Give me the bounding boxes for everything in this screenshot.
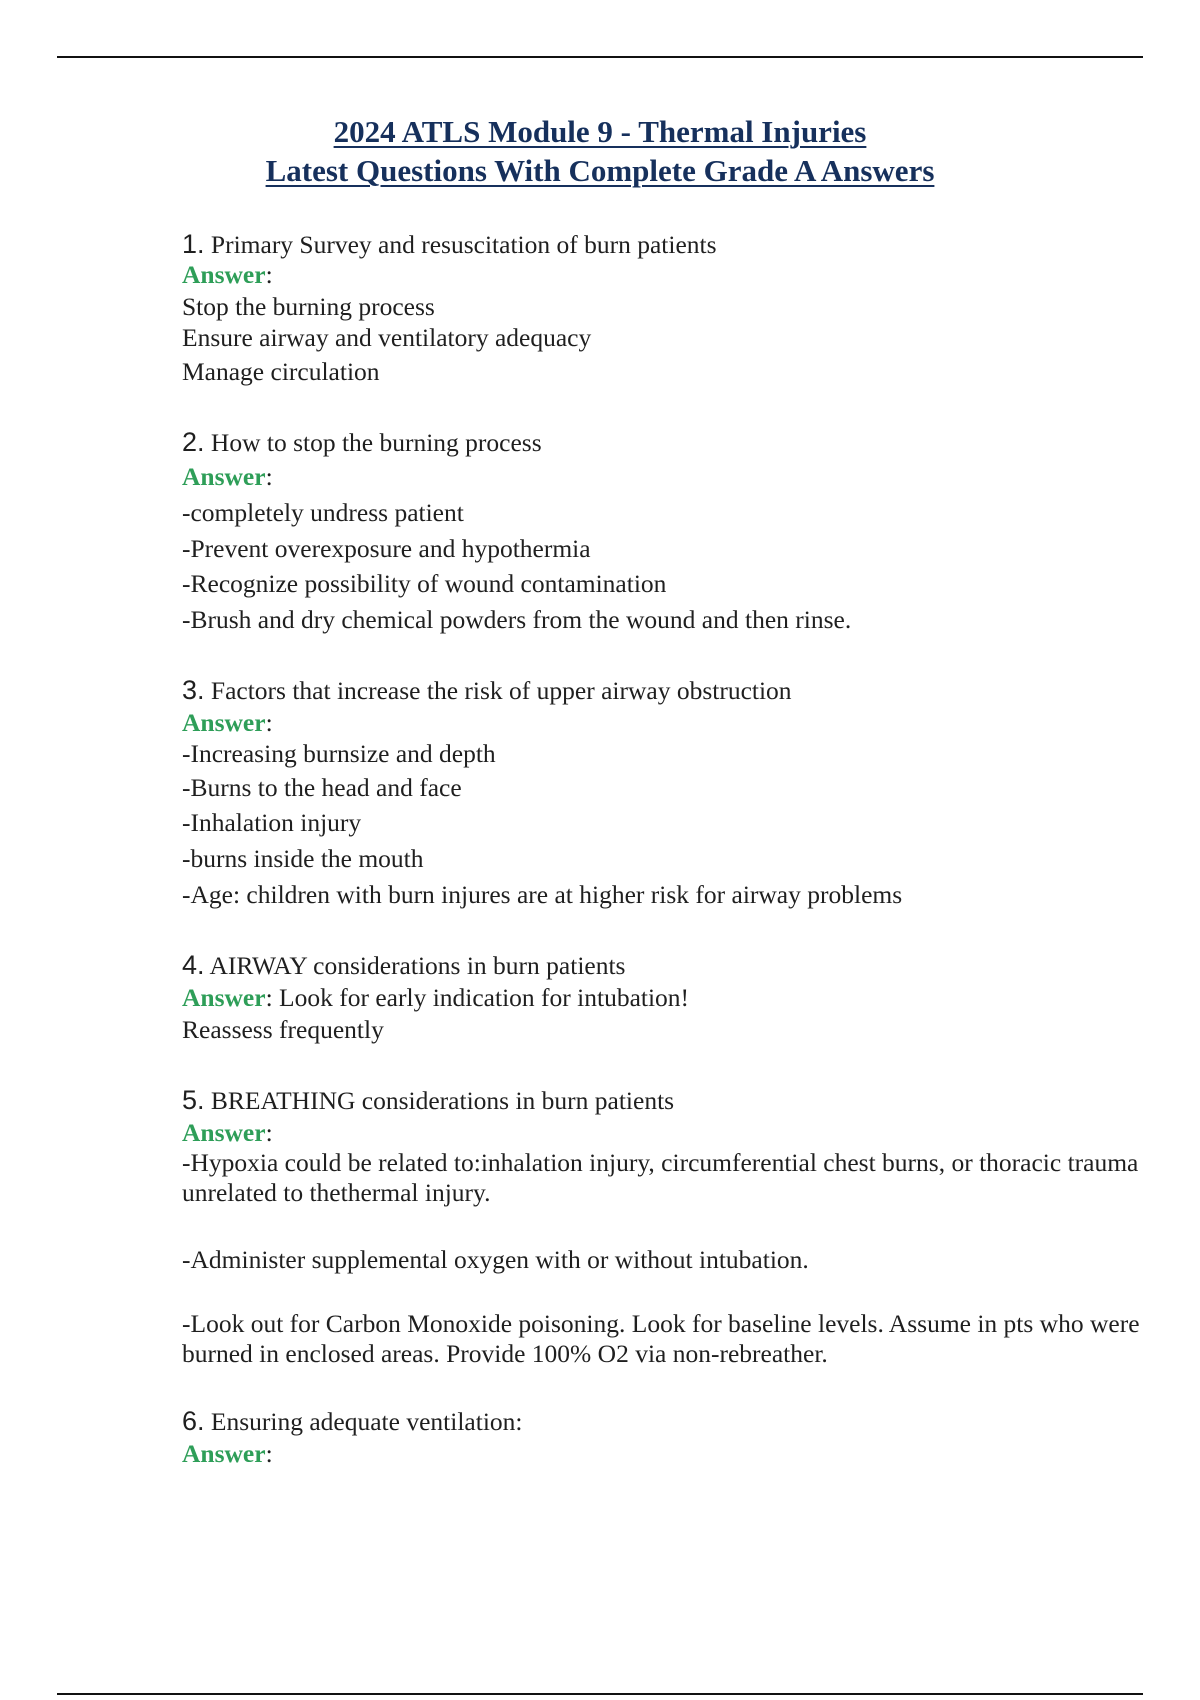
document-title [0,112,1200,190]
answer-line: Stop the burning process [182,292,435,321]
answer-inline: Look for early indication for intubation! [279,983,690,1012]
answer-line: -Burns to the head and face [182,773,462,802]
question-text: AIRWAY considerations in burn patients [209,951,626,980]
answer-3-label: Answer: [182,708,273,737]
answer-line: -Brush and dry chemical powders from the wound and then rinse. [182,605,852,634]
question-4 [182,950,625,981]
question-text: How to stop the burning process [210,428,542,457]
answer-line: -Recognize possibility of wound contamination [182,569,667,598]
answer-line: -completely undress patient [182,498,464,527]
answer-line: -Inhalation injury [182,808,362,837]
answer-line: Ensure airway and ventilatory adequacy [182,323,592,352]
question-number: 2. [182,427,205,457]
answer-4-label: Answer: Look for early indication for intubation! [182,983,690,1012]
question-text: BREATHING considerations in burn patients [210,1086,675,1115]
answer-label: Answer [182,462,266,491]
question-2 [182,427,542,458]
answer-label: Answer [182,983,266,1012]
answer-1-label: Answer: [182,260,273,289]
question-number: 6. [182,1406,205,1436]
question-text: Ensuring adequate ventilation: [210,1407,523,1436]
answer-label: Answer [182,1118,266,1147]
top-rule [57,56,1143,58]
answer-line: Manage circulation [182,357,380,386]
answer-line: -Administer supplemental oxygen with or without intubation. [182,1245,809,1274]
bottom-rule [57,1693,1143,1695]
answer-6-label: Answer: [182,1439,273,1468]
question-text: Primary Survey and resuscitation of burn patients [210,230,717,259]
answer-paragraph: -Hypoxia could be related to:inhalation injury, circumferential chest burns, or thoracic trauma unrelated to thethermal injury. [182,1148,1139,1207]
question-number: 5. [182,1085,205,1115]
title-line-1: 2024 ATLS Module 9 - Thermal Injuries [333,114,867,149]
title-line-2: Latest Questions With Complete Grade A Answers [265,153,935,188]
answer-5-label: Answer: [182,1118,273,1147]
question-5 [182,1085,674,1116]
question-1 [182,229,717,260]
answer-label: Answer [182,260,266,289]
answer-label: Answer [182,1439,266,1468]
question-text: Factors that increase the risk of upper airway obstruction [210,676,792,705]
answer-label: Answer [182,708,266,737]
answer-line: -Increasing burnsize and depth [182,739,496,768]
question-number: 4. [182,950,205,980]
answer-line: -Age: children with burn injures are at higher risk for airway problems [182,880,903,909]
answer-2-label: Answer: [182,462,273,491]
answer-line: Reassess frequently [182,1015,384,1044]
answer-line: -burns inside the mouth [182,844,424,873]
question-6 [182,1406,522,1437]
question-number: 3. [182,675,205,705]
answer-line: -Prevent overexposure and hypothermia [182,534,591,563]
answer-paragraph: -Look out for Carbon Monoxide poisoning. Look for baseline levels. Assume in pts who were burned in enclosed areas. Provide 100% O2 via non-rebreather. [182,1309,1140,1368]
question-3 [182,675,792,706]
question-number: 1. [182,229,205,259]
